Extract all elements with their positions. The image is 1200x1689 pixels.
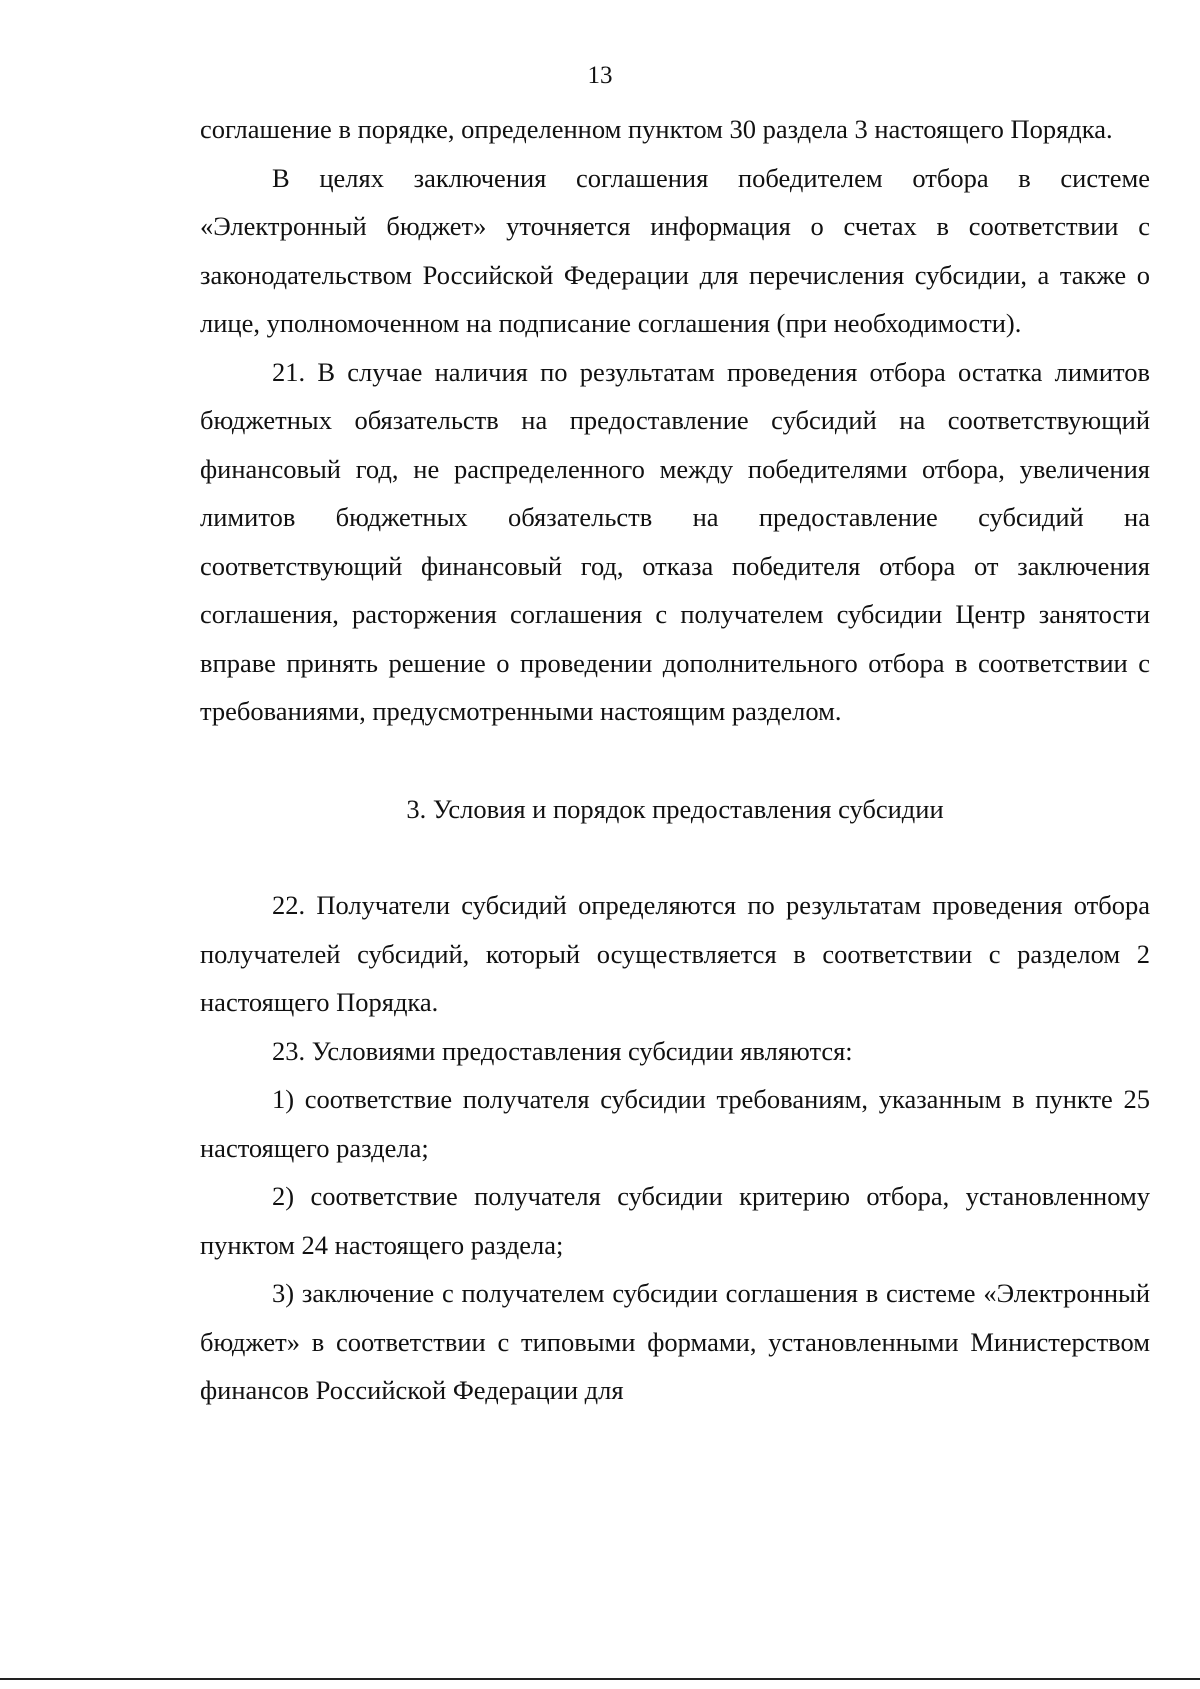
section-heading: 3. Условия и порядок предоставления субсидии [406,793,944,824]
list-item-2: 2) соответствие получателя субсидии критерию отбора, установленному пунктом 24 настоящего раздела; [200,1181,1150,1260]
paragraph-electronic-budget: В целях заключения соглашения победителем отбора в системе «Электронный бюджет» уточняется информация о счетах в соответствии с законодательством Российской Федерации для перечисления субсидии, а также о лице, уполномоченном на подписание соглашения (при необходимости). [200,162,1150,338]
paragraph-item-22: 22. Получатели субсидий определяются по результатам проведения отбора получателей субсидий, который осуществляется в соответствии с разделом 2 настоящего Порядка. [200,890,1150,1017]
paragraph-item-21: 21. В случае наличия по результатам проведения отбора остатка лимитов бюджетных обязательств на предоставление субсидий на соответствующий финансовый год, не распределенного между победителями отбора, увеличения лимитов бюджетных обязательств на предоставление субсидий на соответствующий финансовый год, отказа победителя отбора от заключения соглашения, расторжения соглашения с получателем субсидии Центр занятости вправе принять решение о проведении дополнительного отбора в соответствии с требованиями, предусмотренными настоящим разделом. [200,356,1150,726]
document-body [200,105,1150,1415]
page-bottom-rule [0,1678,1200,1680]
paragraph-item-23: 23. Условиями предоставления субсидии являются: [272,1035,853,1066]
page-number: 13 [587,62,613,89]
list-item-1: 1) соответствие получателя субсидии требованиям, указанным в пункте 25 настоящего раздела; [200,1084,1150,1163]
list-item-3: 3) заключение с получателем субсидии соглашения в системе «Электронный бюджет» в соответствии с типовыми формами, установленными Министерством финансов Российской Федерации для [200,1278,1150,1405]
paragraph-continuation: соглашение в порядке, определенном пунктом 30 раздела 3 настоящего Порядка. [200,114,1113,144]
